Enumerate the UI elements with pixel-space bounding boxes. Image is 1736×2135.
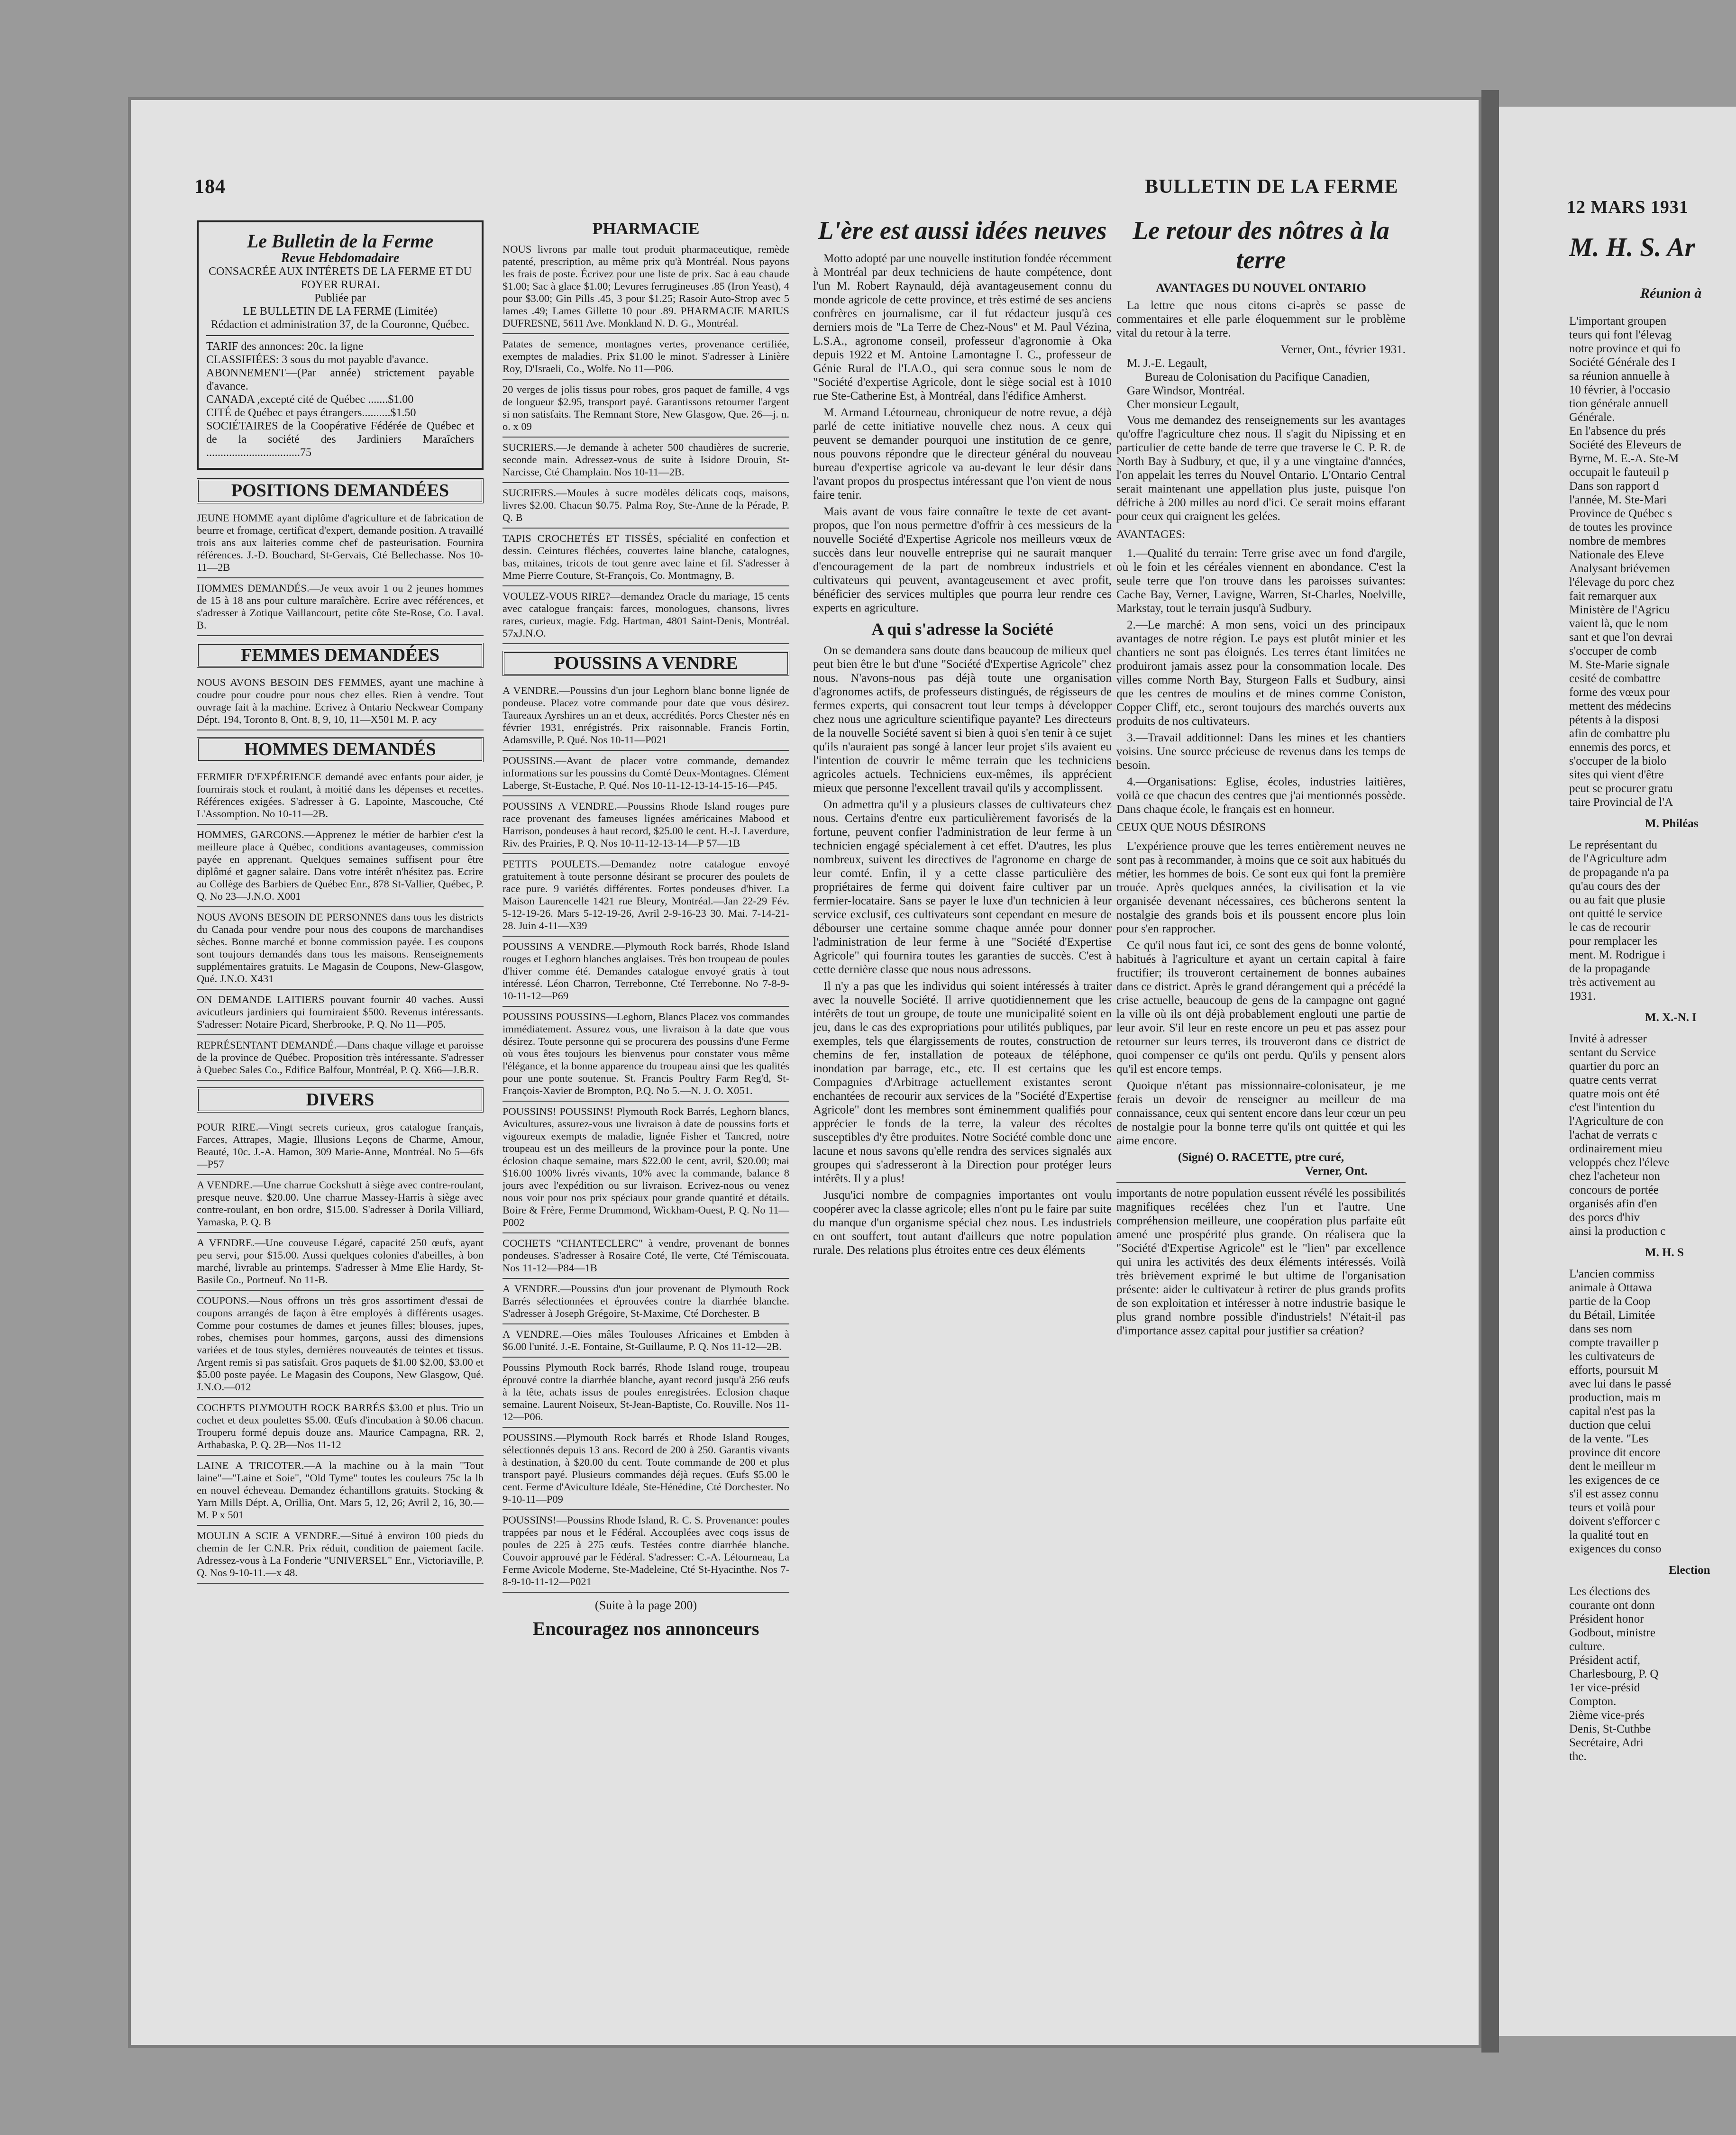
adjacent-text <box>1569 1032 1736 1238</box>
masthead-line: CONSACRÉE AUX INTÉRETS DE LA FERME ET DU FOYER RURAL <box>209 265 472 291</box>
section-heading: FEMMES DEMANDÉES <box>197 643 484 668</box>
adjacent-text-line: organisés afin d'en <box>1569 1197 1657 1210</box>
adjacent-title: M. H. S. Ar <box>1569 233 1695 262</box>
classified-ad: COCHETS PLYMOUTH ROCK BARRÉS $3.00 et plus. Trio un cochet et deux poulettes $5.00. Œufs d'incubation à $0.06 chacun. Trouperu formé depuis douze ans. Maurice Campagna, RR. 2, Arthabaska, P. Q. 2B—Nos 11-12 <box>197 1398 484 1456</box>
adjacent-text-line: province dit encore <box>1569 1446 1661 1459</box>
classified-ad: A VENDRE.—Oies mâles Toulouses Africaines et Embden à $6.00 l'unité. J.-E. Fontaine, St-Guillaume, P. Q. Nos 11-12—2B. <box>503 1324 789 1358</box>
paper-name: BULLETIN DE LA FERME <box>1145 176 1398 198</box>
adjacent-text-line: M. Ste-Marie signale <box>1569 658 1670 671</box>
adjacent-text-line: occupait le fauteuil p <box>1569 466 1669 479</box>
classified-ad: POUSSINS! POUSSINS! Plymouth Rock Barrés, Leghorn blancs, Avicultures, assurez-vous une livraison à date de poussins forts et vigoureux exempts de maladie, lignée Fisher et Tancred, notre troupeau est un des meilleurs de la province pour la ponte. Une éclosion chaque semaine, mars $22.00 le cent, avril, $20.00; mai $16.00 100% livrés vivants, 10% avec la commande, balance 8 jours avec l'expédition ou sur livraison. Ecrivez-nous ou venez nous voir pour nos prix spéciaux pour grande quantité et détails. Boire & Frère, Ferme Drummond, Wickham-Ouest, P. Q. No 11—P002 <box>503 1102 789 1233</box>
adjacent-heading: M. Philéas <box>1645 817 1699 830</box>
column-article-retour <box>1116 216 1406 1903</box>
classified-ad: POUSSINS.—Avant de placer votre commande, demandez informations sur les poussins du Comté Deux-Montagnes. Clément Laberge, St-Eustache, P. Qué. Nos 10-11-12-13-14-15-16—P45. <box>503 751 789 796</box>
adjacent-text-line: notre province et qui fo <box>1569 342 1681 355</box>
column-classified-1 <box>197 220 484 1766</box>
adjacent-text-line: ou au fait que plusie <box>1569 894 1665 906</box>
adjacent-text-line: efforts, poursuit M <box>1569 1364 1658 1377</box>
article-paragraph: 1.—Qualité du terrain: Terre grise avec un fond d'argile, où le foin et les céréales viennent en abondance. C'est la seule terre que l'on trouve dans les paroisses suivantes: Cache Bay, Verner, Lavigne, Warren, St-Charles, Noelville, Markstay, tout le terrain jusqu'à Sudbury. <box>1116 547 1406 615</box>
article-paragraph: On admettra qu'il y a plusieurs classes de cultivateurs chez nous. Certains d'entre eux particulièrement favorisés de la fortune, peuvent confier l'administration de leur ferme à un technicien engagé spécialement à cet effet. D'autres, les plus nombreux, suivent les directives de l'agronome en charge de leur comté. Enfin, il y a cette classe particulière des propriétaires de ferme qui doivent faire cultiver par un fermier-locataire. Sans se payer le luxe d'un technicien à leur service exclusif, ces cultivateurs sont cependant en mesure de débourser une certaine somme chaque année pour donner l'administration de leur ferme à une "Société d'Expertise Agricole" qui fournira toutes les garanties de succès. C'est à cette dernière classe que nous nous adressons. <box>813 798 1112 976</box>
adjacent-text-line: Président actif, <box>1569 1654 1640 1667</box>
letter-address: Gare Windsor, Montréal. <box>1127 384 1245 397</box>
adjacent-text-line: s'occuper de comb <box>1569 645 1657 657</box>
classified-ad: POUSSINS!—Poussins Rhode Island, R. C. S. Provenance: poules trappées par nous et le Fédéral. Accouplées avec coqs issus de poules de 225 à 275 œufs. Testées contre diarrhée blanche. Couvoir approuvé par le Fédéral. S'adresser: C.-A. Létourneau, La Ferme Avicole Moderne, Ste-Madeleine, Cté St-Hyacinthe. Nos 7-8-9-10-11-12—P021 <box>503 1510 789 1593</box>
adjacent-text-line: animale à Ottawa <box>1569 1281 1652 1294</box>
adjacent-text-line: mettent des médecins <box>1569 700 1672 712</box>
adjacent-text-line: ainsi la production c <box>1569 1225 1666 1238</box>
page-number: 184 <box>194 176 226 198</box>
article-paragraph: Quoique n'étant pas missionnaire-colonisateur, je me ferais un devoir de renseigner au meilleur de ma connaissance, ceux qui sentent encore dans leur cœur un peu de nostalgie pour la bonne terre qu'ils ont quittée et qui les aime encore. <box>1116 1079 1406 1147</box>
adjacent-text-line: cesité de combattre <box>1569 672 1661 685</box>
adjacent-text-line: les cultivateurs de <box>1569 1350 1655 1363</box>
adjacent-text-line: s'il est assez connu <box>1569 1487 1659 1500</box>
adjacent-text-line: de la propagande <box>1569 962 1650 975</box>
letter-salutation: Cher monsieur Legault, <box>1127 398 1239 411</box>
adjacent-text-line: avec lui dans le passé <box>1569 1378 1672 1390</box>
adjacent-text-line: teurs qui font l'élevag <box>1569 328 1672 341</box>
adjacent-text-line: Nationale des Eleve <box>1569 548 1664 561</box>
adjacent-text-line: 2ième vice-prés <box>1569 1709 1645 1722</box>
classified-ad: COUPONS.—Nous offrons un très gros assortiment d'essai de coupons arrangés de façon à être employés à différents usages. Comme pour costumes de dames et jeunes filles; blouses, jupes, robes, chemises pour hommes, garçons, aussi des dimensions variées et de tous styles, dernières nouveautés de teintes et tissus. Argent remis si pas satisfait. Gros paquets de $1.00 $2.00, $3.00 et $5.00 poste payée. Le Magasin des Coupons, New Glasgow, Qué. J.N.O.—012 <box>197 1291 484 1398</box>
classified-ad: A VENDRE.—Poussins d'un jour provenant de Plymouth Rock Barrés sélectionnées et éprouvées contre la diarrhée blanche. S'adresser à Joseph Grégoire, St-Maxime, Cté Dorchester. B <box>503 1279 789 1324</box>
adjacent-text-line: Les élections des <box>1569 1585 1650 1598</box>
adjacent-text-line: quatre mois ont été <box>1569 1087 1660 1100</box>
section-heading: POSITIONS DEMANDÉES <box>197 478 484 503</box>
adjacent-text-line: s'occuper de la biolo <box>1569 755 1667 767</box>
article-paragraph: Mais avant de vous faire connaître le texte de cet avant-propos, que l'on nous permettre d'offrir à ces messieurs de la nouvelle Société d'Expertise Agricole nos meilleurs vœux de succès dans leur nouvelle entreprise qui ne saurait manquer d'encouragement de la part de nombreux industriels et cultivateurs qui peuvent, avantageusement et avec profit, bénéficier des services multiples que pourra leur rendre ces experts en agriculture. <box>813 505 1112 614</box>
article-paragraph: Motto adopté par une nouvelle institution fondée récemment à Montréal par deux techniciens de haute compétence, dont l'un M. Robert Raynauld, déjà avantageusement connu du monde agricole de cette province, et très estimé de ses anciens confrères en journalisme, car il fut rédacteur jusqu'à ces derniers mois de "La Terre de Chez-Nous" et M. Paul Vézina, L.S.A., agronome conseil, professeur d'agronomie à Oka depuis 1922 et M. Antoine Lamontagne I. C., professeur de Génie Rural de l'I.A.O., qui sera connue sous le nom de "Société d'expertise Agricole, dont le siège social est à 1010 rue Ste-Catherine Est, à Montréal, dans l'édifice Amherst. <box>813 252 1112 402</box>
adjacent-text-line: sites qui vient d'être <box>1569 768 1664 781</box>
adjacent-text <box>1569 1267 1736 1556</box>
article-paragraph: Il n'y a pas que les individus qui soient intéressés à traiter avec la nouvelle Société. Il arrive quotidiennement que les intérêts de tout un groupe, de toute une municipalité soient en jeu, dans le cas des expropriations pour utilités publiques, par exemples, tels que élargissements de routes, construction de chemins de fer, installation de poteaux de téléphone, inondation par barrage, etc., etc. Il est certains que les Compagnies d'Arbitrage actuellement existantes seront enchantées de recourir aux services de la "Société d'Expertise Agricole" dont les membres sont éminemment qualifiés pour apprécier le fonds de la terre, la valeur des récoltes susceptibles d'y être produites. Notre Société comble donc une lacune et nous savons qu'elle rendra des services signalés aux groupes qui s'adresseront à la Direction pour protéger leurs intérêts. Il y a plus! <box>813 980 1112 1185</box>
classified-ad: HOMMES DEMANDÉS.—Je veux avoir 1 ou 2 jeunes hommes de 15 à 18 ans pour culture maraîchère. Ecrire avec références, et s'adresser à Zotique Vaillancourt, petite côte Ste-Rose, Co. Laval. B. <box>197 578 484 636</box>
adjacent-text-line: l'année, M. Ste-Mari <box>1569 493 1667 506</box>
classified-ad: SUCRIERS.—Je demande à acheter 500 chaudières de sucrerie, seconde main. Adressez-vous de suite à Isidore Drouin, St-Narcisse, Cté Champlain. Nos 10-11—2B. <box>503 438 789 483</box>
classified-ad: POUSSINS A VENDRE.—Plymouth Rock barrés, Rhode Island rouges et Leghorn blanches anglaises. Très bon troupeau de poules d'hiver comme été. Demandes catalogue envoyé gratis à tout intéressé. Léon Charron, Terrebonne, Cté Terrebonne. No 7-8-9-10-11-12—P69 <box>503 937 789 1007</box>
article-paragraph: Ce qu'il nous faut ici, ce sont des gens de bonne volonté, habitués à l'agriculture et ayant un certain capital à faire fructifier; ils trouveront certainement de bonnes aubaines dans ce district. Après le grand dérangement qui a précédé la crise actuelle, beaucoup de gens de la campagne ont gagné la ville où ils ont déjà probablement englouti une partie de leur avoir. S'il leur en reste encore un peu et pas assez pour retourner sur leurs terres, ils trouveront dans ce district de quoi compenser ce qu'ils ont perdu. Qu'ils y pensent alors qu'il est encore temps. <box>1116 939 1406 1076</box>
adjacent-text-line: l'Agriculture de con <box>1569 1115 1663 1128</box>
adjacent-text-line: afin de combattre plu <box>1569 727 1671 740</box>
adjacent-text-line: de propagande n'a pa <box>1569 866 1669 879</box>
adjacent-text-line: production, mais m <box>1569 1391 1661 1404</box>
letter-place: Verner, Ont., février 1931. <box>1280 343 1406 356</box>
adjacent-text-line: Générale. <box>1569 411 1615 424</box>
adjacent-text-line: forme des vœux pour <box>1569 686 1671 699</box>
masthead-abonnement: ABONNEMENT—(Par année) strictement payable d'avance. <box>206 367 474 392</box>
adjacent-text-line: Secrétaire, Adri <box>1569 1736 1644 1749</box>
masthead-line: LE BULLETIN DE LA FERME (Limitée) <box>243 305 438 318</box>
adjacent-text-line: Byrne, M. E.-A. Ste-M <box>1569 452 1679 465</box>
adjacent-text-line: compte travailler p <box>1569 1336 1659 1349</box>
adjacent-text-line: doivent s'efforcer c <box>1569 1515 1660 1528</box>
article-paragraph: importants de notre population eussent révélé les possibilités magnifiques recélées chez l'un et l'autre. Une compréhension meilleure, une coopération plus parfaite eût amené une prospérité plus grande. On réalisera que la "Société d'Expertise Agricole" est le "lien" par excellence qui unira les activités des deux éléments intéressés. Voilà très brièvement exprimé le but ultime de l'organisation présente: aider le cultivateur à retirer de plus grands profits de son exploitation et intéresser à notre industrie basique le plus grand nombre possible d'industriels! N'était-il pas d'importance assez capital pour justifier sa création? <box>1116 1187 1406 1337</box>
adjacent-page-column <box>1569 232 1736 1939</box>
section-heading: POUSSINS A VENDRE <box>503 651 789 676</box>
adjacent-text-line: Société des Eleveurs de <box>1569 438 1681 451</box>
adjacent-text-line: des porcs d'hiv <box>1569 1211 1640 1224</box>
classified-ad: PETITS POULETS.—Demandez notre catalogue envoyé gratuitement à toute personne désirant se procurer des poulets de race pure. 9 variétés différentes. Fortes pondeuses d'hiver. La Maison Laurencelle 1421 rue Bleury, Montréal.—Jan 22-29 Fév. 5-12-19-26. Mars 5-12-19-26, Avril 2-9-16-23 30. Mai. 7-14-21-28. Juin 4-11—X39 <box>503 854 789 937</box>
article-paragraph: On se demandera sans doute dans beaucoup de milieux quel peut bien être le but d'une "Société d'Expertise Agricole" chez nous. N'avons-nous pas déjà toute une organisation d'agronomes actifs, de professeurs distingués, de régisseurs de fermes experts, qui consacrent tout leur temps à développer chez nous une agriculture scientifique payante? Les directeurs de la nouvelle Société savent si bien à quoi s'en tenir à ce sujet qu'ils n'auraient pas songé à lancer leur projet s'ils avaient eu l'intention de couvrir le même terrain que les techniciens agricoles actuels. Techniciens eux-mêmes, ils apprécient mieux que personne l'excellent travail qu'ils y accomplissent. <box>813 644 1112 794</box>
masthead-cite: CITÉ de Québec et pays étrangers..........$1.50 <box>206 407 416 419</box>
adjacent-text <box>1569 838 1736 1003</box>
pharmacie-title: PHARMACIE <box>592 219 700 238</box>
adjacent-text-line: chez l'acheteur non <box>1569 1170 1660 1183</box>
classified-ad: A VENDRE.—Poussins d'un jour Leghorn blanc bonne lignée de pondeuse. Placez votre commande pour date que vous désirez. Taureaux Ayrshires un an et deux, accrédités. Porcs Chester nés en février 1931, enrégistrés. Prix raisonnable. Francis Fortin, Adamsville, P. Qué. Nos 10-11—P021 <box>503 681 789 751</box>
masthead-line: Rédaction et administration 37, de la Couronne, Québec. <box>210 319 470 331</box>
adjacent-text-line: the. <box>1569 1750 1587 1763</box>
adjacent-text-line: de la vente. "Les <box>1569 1432 1649 1445</box>
adjacent-text-line: fait remarquer aux <box>1569 590 1657 602</box>
classified-ad: Poussins Plymouth Rock barrés, Rhode Island rouge, troupeau éprouvé contre la diarrhée blanche, ayant record jusqu'à 256 œufs à la tête, achats issus de poules enregistrées. Eclosion chaque semaine. Laurent Noiseux, St-Jean-Baptiste, Co. Rouville. Nos 11-12—P06. <box>503 1358 789 1428</box>
adjacent-text-line: ont quitté le service <box>1569 907 1663 920</box>
adjacent-text-line: Invité à adresser <box>1569 1032 1647 1045</box>
page-gutter <box>1481 90 1499 2053</box>
adjacent-heading: M. X.-N. I <box>1645 1011 1697 1024</box>
article-title: L'ère est aussi idées neuves <box>818 216 1107 245</box>
adjacent-text-line: le cas de recourir <box>1569 921 1651 934</box>
adjacent-text-line: peut se procurer gratu <box>1569 782 1673 795</box>
adjacent-heading: M. H. S <box>1645 1246 1684 1259</box>
classified-ad: VOULEZ-VOUS RIRE?—demandez Oracle du mariage, 15 cents avec catalogue français: farces, monologues, chansons, livres rares, curieux, magie. Edg. Hartman, 4801 Saint-Denis, Montréal. 57xJ.N.O. <box>503 586 789 644</box>
adjacent-text-line: partie de la Coop <box>1569 1295 1651 1308</box>
classified-ad: POUR RIRE.—Vingt secrets curieux, gros catalogue français, Farces, Attrapes, Magie, Illusions Leçons de Charme, Amour, Beauté, 10c. J.-A. Hamon, 309 Marie-Anne, Montréal. No 5—6fs—P57 <box>197 1117 484 1175</box>
column-classified-2 <box>503 218 789 1792</box>
continued-note: (Suite à la page 200) <box>594 1598 697 1612</box>
adjacent-text-line: sa réunion annuelle à <box>1569 370 1670 383</box>
classified-ad: Patates de semence, montagnes vertes, provenance certifiée, exemptes de maladies. Prix $1.00 le minot. S'adresser à Linière Roy, D'Israeli, Co., Wolfe. No 11—P06. <box>503 334 789 380</box>
adjacent-text-line: Société Générale des I <box>1569 356 1676 369</box>
adjacent-heading: Election <box>1669 1564 1710 1577</box>
divider <box>206 335 474 336</box>
letter-address: M. J.-E. Legault, <box>1127 357 1207 370</box>
page-date: 12 MARS 1931 <box>1567 197 1689 217</box>
adjacent-text-line: Denis, St-Cuthbe <box>1569 1723 1651 1735</box>
article-subheading: AVANTAGES DU NOUVEL ONTARIO <box>1156 281 1366 295</box>
adjacent-text-line: exigences du conso <box>1569 1542 1662 1555</box>
adjacent-text-line: culture. <box>1569 1640 1605 1653</box>
classified-ad: 20 verges de jolis tissus pour robes, gros paquet de famille, 4 vgs de longueur $2.95, transport payé. Garantissons retourner l'argent si non satisfaits. The Remnant Store, New Glasgow, Que. 26—j. n. o. x 09 <box>503 380 789 438</box>
article-subheading: CEUX QUE NOUS DÉSIRONS <box>1116 821 1266 834</box>
adjacent-text-line: Charlesbourg, P. Q <box>1569 1668 1659 1680</box>
letter-signature: (Signé) O. RACETTE, ptre curé, <box>1178 1151 1344 1164</box>
divider <box>1116 1182 1406 1183</box>
article-paragraph: 3.—Travail additionnel: Dans les mines et les chantiers voisins. Une source précieuse de revenus dans les temps de besoin. <box>1116 731 1406 772</box>
adjacent-text-line: quatre cents verrat <box>1569 1074 1657 1086</box>
classified-ad: HOMMES, GARCONS.—Apprenez le métier de barbier c'est la meilleure place à Québec, conditions avantageuses, commission payée en apprenant. Quelques semaines suffisent pour être diplômé et gagner salaire. Dans votre intérêt n'hésitez pas. Ecrire au Collège des Barbiers de Québec Enr., 878 St-Vallier, Québec, P. Q. No 23—J.N.O. X001 <box>197 825 484 907</box>
adjacent-text-line: sant et que l'on devrai <box>1569 631 1673 644</box>
advertisers-slogan: Encouragez nos annonceurs <box>532 1618 759 1639</box>
adjacent-text-line: la qualité tout en <box>1569 1529 1649 1542</box>
adjacent-text-line: ennemis des porcs, et <box>1569 741 1671 754</box>
masthead-title: Le Bulletin de la Ferme <box>247 230 434 252</box>
adjacent-text-line: qu'au cours des der <box>1569 880 1660 893</box>
letter-signature-place: Verner, Ont. <box>1305 1165 1368 1177</box>
adjacent-text-line: Le représentant du <box>1569 839 1658 851</box>
adjacent-text-line: courante ont donn <box>1569 1599 1655 1612</box>
classified-ad: NOUS AVONS BESOIN DES FEMMES, ayant une machine à coudre pour coudre pour nous chez elles. Rien à vendre. Tout ouvrage fait à la machine. Ecrivez à Ontario Neckwear Company Dépt. 194, Toronto 8, Ont. 8, 9, 10, 11—X501 M. P. acy <box>197 673 484 730</box>
article-paragraph: Jusqu'ici nombre de compagnies importantes ont voulu coopérer avec la classe agricole; elles n'ont pu le faire par suite du manque d'un organisme spécial chez nous. Les industriels en ont souffert, tout autant d'ailleurs que notre population rurale. Des relations plus étroites entre ces deux éléments <box>813 1189 1112 1257</box>
classified-ad: FERMIER D'EXPÉRIENCE demandé avec enfants pour aider, je fournirais stock et roulant, à moitié dans les dépenses et recettes. Références exigées. S'adresser à G. Lapointe, Mascouche, Cté L'Assomption. No 10-11—2B. <box>197 767 484 825</box>
adjacent-text-line: taire Provincial de l'A <box>1569 796 1673 809</box>
adjacent-text-line: de l'Agriculture adm <box>1569 852 1667 865</box>
adjacent-text-line: teurs et voilà pour <box>1569 1501 1655 1514</box>
adjacent-text-line: 1er vice-présid <box>1569 1681 1640 1694</box>
adjacent-text-line: tion générale annuell <box>1569 397 1669 410</box>
section-heading: DIVERS <box>197 1087 484 1113</box>
letter-address: Bureau de Colonisation du Pacifique Canadien, <box>1145 371 1370 383</box>
adjacent-text-line: ordinairement mieu <box>1569 1142 1663 1155</box>
article-subheading: AVANTAGES: <box>1116 529 1186 541</box>
masthead-tarif: TARIF des annonces: 20c. la ligne <box>206 340 364 353</box>
classified-ad: POUSSINS A VENDRE.—Poussins Rhode Island rouges pure race provenant des fameuses lignées américaines Mabood et Harrison, pondeuses à haut record, $25.00 le cent. H.-J. Laverdure, Riv. des Prairies, P. Q. Nos 10-11-12-13-14—P 57—1B <box>503 796 789 854</box>
adjacent-text-line: L'important groupen <box>1569 315 1667 328</box>
classified-ad: MOULIN A SCIE A VENDRE.—Situé à environ 100 pieds du chemin de fer C.N.R. Prix réduit, condition de paiement facile. Adressez-vous à La Fonderie "UNIVERSEL" Enr., Victoriaville, P. Q. Nos 9-10-11.—x 48. <box>197 1526 484 1584</box>
adjacent-text-line: les exigences de ce <box>1569 1474 1660 1487</box>
article-paragraph: 4.—Organisations: Eglise, écoles, industries laitières, voilà ce que chacun des centres que j'ai mentionnés possède. Dans chaque école, le français est en honneur. <box>1116 776 1406 816</box>
classified-ad: REPRÉSENTANT DEMANDÉ.—Dans chaque village et paroisse de la province de Québec. Proposition très intéressante. S'adresser à Quebec Sales Co., Edifice Balfour, Montréal, P. Q. X66—J.B.R. <box>197 1035 484 1081</box>
classified-ad: POUSSINS POUSSINS—Leghorn, Blancs Placez vos commandes immédiatement. Assurez vous, une livraison à la date que vous désirez. Toute personne qui se procurera des poussins d'une Ferme où vous êtes toujours les bienvenus pour constater vous même l'élégance, et la bonne apparence du troupeau ainsi que les qualités pour une ponte soutenue. St. Francis Poultry Farm Reg'd, St-François-Xavier de Brompton, P.Q. No 5.—N. J. O. X051. <box>503 1007 789 1102</box>
adjacent-text-line: l'achat de verrats c <box>1569 1129 1657 1141</box>
adjacent-text-line: dent le meilleur m <box>1569 1460 1656 1473</box>
column-article-societe <box>813 216 1112 1903</box>
classified-ad: A VENDRE.—Une charrue Cockshutt à siège avec contre-roulant, presque neuve. $20.00. Une charrue Massey-Harris à siège avec contre-roulant, en bon ordre, $15.00. S'adresser à Dorila Villiard, Yamaska, P. Q. B <box>197 1175 484 1233</box>
adjacent-text-line: très activement au <box>1569 976 1655 989</box>
adjacent-text-line: capital n'est pas la <box>1569 1405 1655 1418</box>
adjacent-text-line: Compton. <box>1569 1695 1617 1708</box>
classified-ad: POUSSINS.—Plymouth Rock barrés et Rhode Island Rouges, sélectionnés depuis 13 ans. Record de 200 à 250. Garantis vivants à destination, à $20.00 du cent. Toute commande de 200 et plus transport payé. Plusieurs commandes déjà reçues. Œufs $5.00 le cent. Ferme d'Aviculture Idéale, Ste-Hénédine, Cté Dorchester. No 9-10-11—P09 <box>503 1428 789 1510</box>
adjacent-text-line: Président honor <box>1569 1613 1644 1625</box>
masthead-box <box>197 220 484 470</box>
adjacent-text-line: Province de Québec s <box>1569 507 1672 520</box>
adjacent-text-line: ment. M. Rodrigue i <box>1569 949 1666 961</box>
classified-ad: NOUS AVONS BESOIN DE PERSONNES dans tous les districts du Canada pour vendre pour nous des coupons de marchandises sèches. Bonne marché et bonne commission payée. Les coupons sont toujours demandés dans tous les maisons. Renseignements supplémentaires gratuits. Le Magasin de Coupons, New-Glasgow, Qué. J.N.O. X431 <box>197 907 484 990</box>
adjacent-text-line: concours de portée <box>1569 1184 1659 1196</box>
classified-ad: NOUS livrons par malle tout produit pharmaceutique, remède patenté, prescription, au même prix qu'à Montréal. Nous payons les frais de poste. Écrivez pour une liste de prix. Sac à eau chaude $1.00; Sac à glace $1.00; Levures ferrugineuses .85 (Iron Yeast), 4 pour $3.00; Gin Pills .45, 3 pour $1.25; Rasoir Auto-Strop avec 5 lames .49; Lames Gillette 10 pour .89. PHARMACIE MARIUS DUFRESNE, 5611 Ave. Monkland N. D. G., Montréal. <box>503 239 789 334</box>
adjacent-text-line: sentant du Service <box>1569 1046 1656 1059</box>
article-title: Le retour des nôtres à la terre <box>1133 216 1389 274</box>
adjacent-text-line: l'élevage du porc chez <box>1569 576 1674 589</box>
adjacent-text-line: c'est l'intention du <box>1569 1101 1655 1114</box>
adjacent-text-line: dans ses nom <box>1569 1323 1633 1335</box>
classified-ad: LAINE A TRICOTER.—A la machine ou à la main "Tout laine"—"Laine et Soie", "Old Tyme" toutes les couleurs 75c la lb en nouvel écheveau. Demandez échantillons gratuits. Stocking & Yarn Mills Dépt. A, Orillia, Ont. Mars 5, 12, 26; Avril 2, 16, 30.—M. P x 501 <box>197 1456 484 1526</box>
adjacent-text-line: de toutes les province <box>1569 521 1672 534</box>
article-paragraph: L'expérience prouve que les terres entièrement neuves ne sont pas à recommander, à moins que ce soit aux habitués du métier, les hommes de bois. Ce sont eux qui font la première trouée. Après quelques années, la civilisation et la vie organisée devenant nécessaires, ces bûcherons sentent la nostalgie des grands bois et ils poussent encore plus loin pour s'en rapprocher. <box>1116 840 1406 935</box>
masthead-subtitle: Revue Hebdomadaire <box>281 251 400 265</box>
adjacent-subtitle: Réunion à <box>1640 285 1702 301</box>
adjacent-text-line: pétents à la disposi <box>1569 713 1659 726</box>
classified-ad: SUCRIERS.—Moules à sucre modèles délicats coqs, maisons, livres $2.00. Chacun $0.75. Palma Roy, Ste-Anne de la Pérade, P. Q. B <box>503 483 789 529</box>
adjacent-text-line: Analysant briévemen <box>1569 562 1671 575</box>
adjacent-text-line: pour remplacer les <box>1569 935 1658 948</box>
masthead-line: Publiée par <box>314 292 366 304</box>
article-subheading: A qui s'adresse la Société <box>871 620 1053 639</box>
adjacent-text-line: duction que celui <box>1569 1419 1651 1432</box>
adjacent-text <box>1569 1585 1736 1763</box>
section-heading: HOMMES DEMANDÉS <box>197 737 484 762</box>
adjacent-text-line: En l'absence du prés <box>1569 425 1666 438</box>
classified-ad: TAPIS CROCHETÉS ET TISSÉS, spécialité en confection et dessin. Ceintures fléchées, couvertes laine blanche, catalognes, bas, mitaines, tricots de tout genre avec laine et fil. S'adresser à Mme Pierre Couture, St-François, Co. Montmagny, B. <box>503 529 789 586</box>
adjacent-text-line: du Bétail, Limitée <box>1569 1309 1655 1322</box>
article-paragraph: Vous me demandez des renseignements sur les avantages qu'offre l'agriculture chez nous. Il s'agit du Nipissing et en particulier de cette bande de terre que traverse le C. P. R. de North Bay à Sudbury, et que, il y a une vingtaine d'années, l'on appelait les terres du Nouvel Ontario. L'Ontario Central serait maintenant une appellation plus juste, puisque l'on défriche à 200 milles au nord d'ici. Ce serait moins effarant pour ceux qui craignent les gelées. <box>1116 414 1406 523</box>
masthead-societaires: SOCIÉTAIRES de la Coopérative Fédérée de Québec et de la société des Jardiniers Maraîchers .................................75 <box>206 420 474 459</box>
classified-ad: COCHETS "CHANTECLERC" à vendre, provenant de bonnes pondeuses. S'adresser à Rosaire Coté, Ile verte, Cté Témiscouata. Nos 11-12—P84—1B <box>503 1233 789 1279</box>
article-paragraph: 2.—Le marché: A mon sens, voici un des principaux avantages de notre région. Le pays est plutôt minier et les chantiers ne sont pas éloignés. Les terres étant limitées ne produiront jamais assez pour la consommation locale. Des villes comme North Bay, Sturgeon Falls et Sudbury, ainsi que les centres de moulins et de mines comme Coniston, Copper Cliff, etc., seront toujours des marchés ouverts aux produits de nos cultivateurs. <box>1116 619 1406 728</box>
adjacent-text <box>1569 314 1736 809</box>
adjacent-text-line: Ministère de l'Agricu <box>1569 603 1670 616</box>
adjacent-text-line: L'ancien commiss <box>1569 1268 1655 1280</box>
adjacent-text-line: Godbout, ministre <box>1569 1626 1655 1639</box>
article-paragraph: La lettre que nous citons ci-après se passe de commentaires et elle parle éloquemment sur le problème vital du retour à la terre. <box>1116 299 1406 339</box>
adjacent-text-line: vaient là, que le nom <box>1569 617 1668 630</box>
adjacent-text-line: Dans son rapport d <box>1569 480 1659 493</box>
adjacent-text-line: veloppés chez l'éleve <box>1569 1156 1670 1169</box>
adjacent-text-line: 1931. <box>1569 990 1596 1003</box>
masthead-canada: CANADA ,excepté cité de Québec .......$1.00 <box>206 393 414 406</box>
classified-ad: JEUNE HOMME ayant diplôme d'agriculture et de fabrication de beurre et fromage, certificat d'expert, demande position. A travaillé trois ans aux laiteries comme chef de pasteurisation. Fournira références. J.-D. Bouchard, St-Gervais, Cté Bellechasse. Nos 10-11—2B <box>197 508 484 578</box>
adjacent-text-line: 10 février, à l'occasio <box>1569 383 1671 396</box>
adjacent-text-line: nombre de membres <box>1569 535 1666 547</box>
article-paragraph: M. Armand Létourneau, chroniqueur de notre revue, a déjà parlé de cette initiative nouvelle chez nous. A ceux qui peuvent se demander pourquoi une institution de ce genre, nous pouvons répondre que le directeur général du nouveau bureau d'expertise agricole va au-devant le leur désir dans l'avant propos du prospectus intéressant que l'on vient de nous faire tenir. <box>813 406 1112 502</box>
masthead-classifiees: CLASSIFIÉES: 3 sous du mot payable d'avance. <box>206 354 429 366</box>
classified-ad: ON DEMANDE LAITIERS pouvant fournir 40 vaches. Aussi avicutleurs jardiniers qui fourniraient $500. Revenus intéressants. S'adresser: Notaire Picard, Sherbrooke, P. Q. No 11—P05. <box>197 990 484 1035</box>
classified-ad: A VENDRE.—Une couveuse Légaré, capacité 250 œufs, ayant peu servi, pour $15.00. Aussi quelques colonies d'abeilles, à bon marché, livrable au printemps. S'adresser à Mme Elie Hardy, St-Basile Co., Portneuf. No 11-B. <box>197 1233 484 1291</box>
adjacent-text-line: quartier du porc an <box>1569 1060 1659 1073</box>
